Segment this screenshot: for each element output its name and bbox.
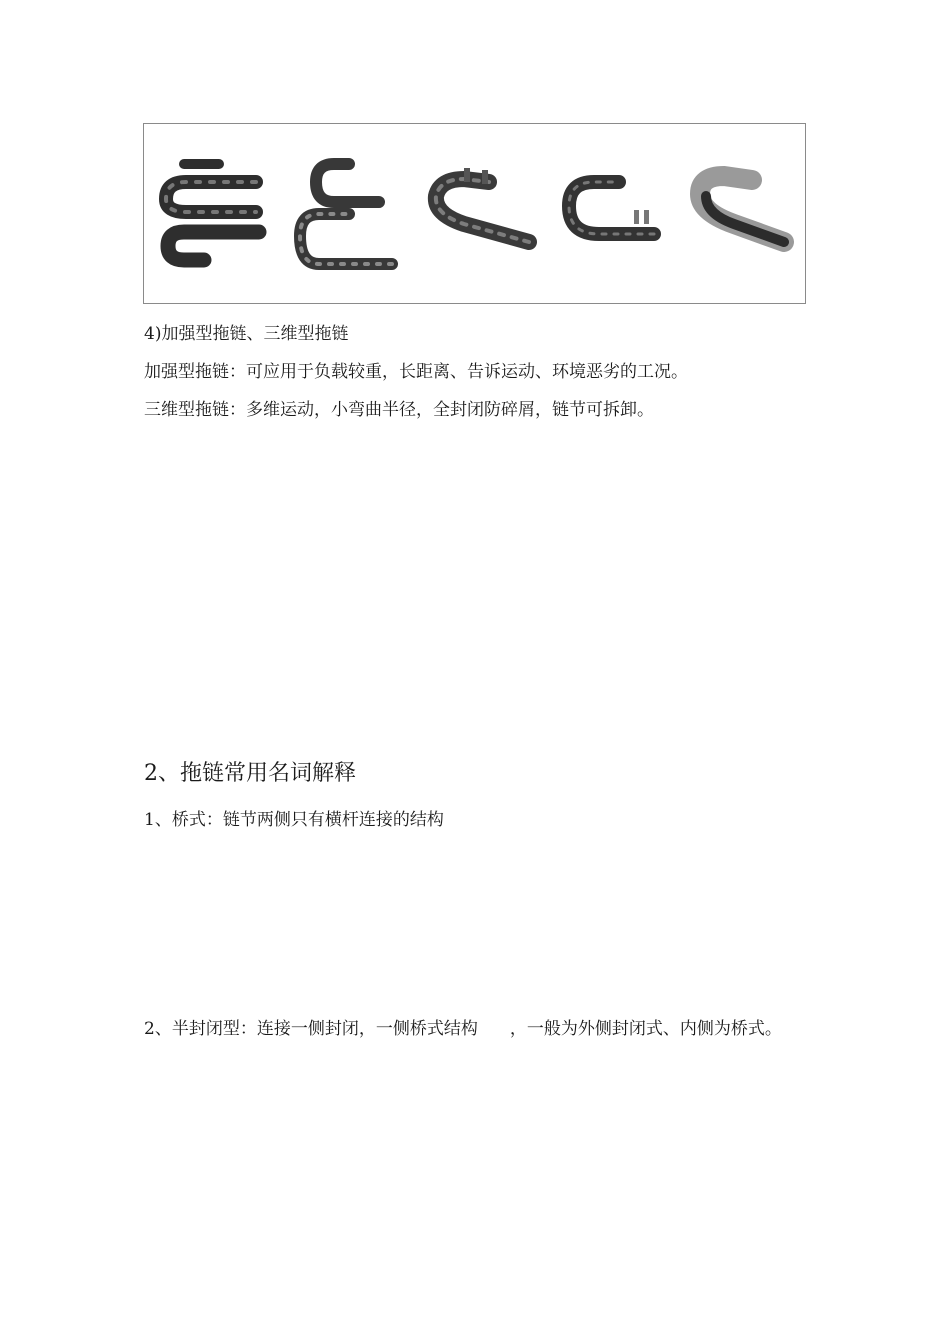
section-title-reinforced-3d: 4)加强型拖链、三维型拖链 <box>144 324 349 344</box>
drag-chain-product-image <box>143 123 806 304</box>
chain-photo-3 <box>436 168 529 242</box>
chain-photo-1 <box>166 164 259 260</box>
three-d-chain-description: 三维型拖链：多维运动，小弯曲半径，全封闭防碎屑，链节可拆卸。 <box>144 400 654 420</box>
glossary-item-semi-closed <box>144 1010 808 1048</box>
chain-photo-5 <box>700 176 784 242</box>
semi-closed-text-part2: ，一般为外侧封闭式、内侧为桥式。 <box>509 1019 782 1039</box>
glossary-item-bridge-type: 1、桥式：链节两侧只有横杆连接的结构 <box>144 810 444 830</box>
chain-photo-2 <box>300 164 392 264</box>
chain-photo-4 <box>569 182 654 234</box>
reinforced-chain-description: 加强型拖链：可应用于负载较重，长距离、告诉运动、环境恶劣的工况。 <box>144 362 688 382</box>
semi-closed-text-part1: 2、半封闭型：连接一侧封闭，一侧桥式结构 <box>144 1019 478 1039</box>
drag-chain-illustrations <box>144 124 807 305</box>
glossary-heading: 2、拖链常用名词解释 <box>144 761 356 786</box>
